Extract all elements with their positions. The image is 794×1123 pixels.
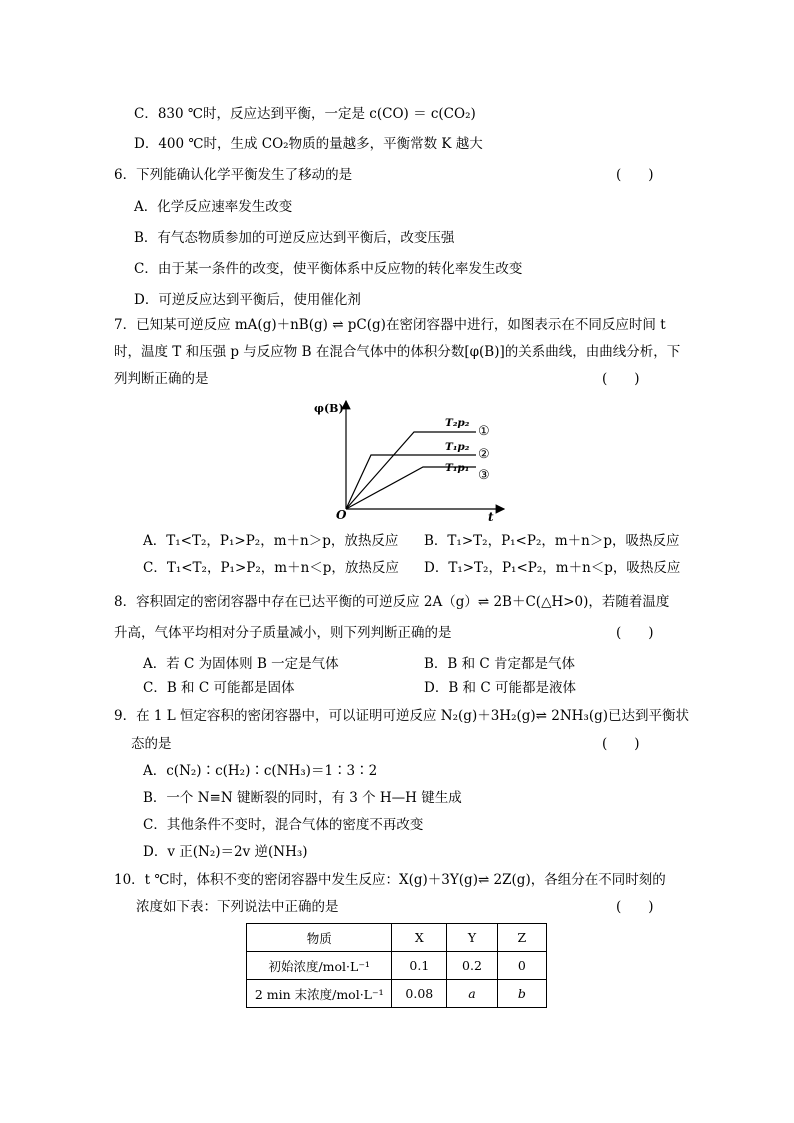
- q10-answer-paren: ( ): [616, 899, 654, 915]
- table-cell: 0: [497, 952, 546, 980]
- curve-2-num: ②: [478, 447, 490, 462]
- q7-answer-paren: ( ): [602, 371, 640, 387]
- q10-stem-line1: 10．t ℃时，体积不变的密闭容器中发生反应：X(g)＋3Y(g)⇌ 2Z(g)，各组分在不同时刻的: [114, 872, 666, 888]
- q8-option-b: B．B 和 C 肯定都是气体: [424, 656, 576, 672]
- q6-answer-paren: ( ): [616, 167, 654, 183]
- table-header-cell: Z: [497, 924, 546, 952]
- q6-stem: 6．下列能确认化学平衡发生了移动的是: [114, 167, 353, 183]
- q5-option-d: D．400 ℃时，生成 CO₂物质的量越多，平衡常数 K 越大: [134, 136, 483, 152]
- origin-label: O: [336, 508, 347, 522]
- x-axis-label: t: [488, 510, 494, 524]
- q7-option-d: D．T₁>T₂，P₁<P₂，m＋n＜p，吸热反应: [424, 560, 681, 576]
- table-cell: 初始浓度/mol·L⁻¹: [247, 952, 392, 980]
- q5-option-c: C．830 ℃时，反应达到平衡，一定是 c(CO) ＝ c(CO₂): [134, 106, 476, 122]
- table-cell: b: [497, 980, 546, 1008]
- q7-option-b: B．T₁>T₂，P₁<P₂，m＋n＞p，吸热反应: [424, 533, 680, 549]
- q7-stem-line3: 列判断正确的是: [114, 371, 209, 387]
- q8-option-a: A．若 C 为固体则 B 一定是气体: [143, 656, 339, 672]
- table-cell: 0.1: [392, 952, 447, 980]
- table-cell: 2 min 末浓度/mol·L⁻¹: [247, 980, 392, 1008]
- q7-option-c: C．T₁<T₂，P₁>P₂，m＋n＜p，放热反应: [143, 560, 399, 576]
- q9-option-a: A．c(N₂)∶c(H₂)∶c(NH₃)＝1∶3∶2: [143, 763, 378, 779]
- q9-stem-line2: 态的是: [131, 736, 172, 752]
- q9-option-c: C．其他条件不变时，混合气体的密度不再改变: [143, 817, 424, 833]
- curve-1-num: ①: [478, 424, 490, 439]
- curve-3-num: ③: [478, 468, 490, 483]
- q7-graph: [308, 395, 508, 525]
- table-cell: 0.08: [392, 980, 447, 1008]
- q10-stem-line2: 浓度如下表：下列说法中正确的是: [136, 899, 339, 915]
- q7-stem-line1: 7．已知某可逆反应 mA(g)＋nB(g) ⇌ pC(g)在密闭容器中进行，如图表示在不同反应时间 t: [114, 317, 666, 333]
- table-header-cell: X: [392, 924, 447, 952]
- table-header-cell: 物质: [247, 924, 392, 952]
- table-header-row: [247, 924, 547, 952]
- q8-answer-paren: ( ): [616, 625, 654, 641]
- curve-2-label: T₁p₂: [445, 441, 470, 453]
- table-row: [247, 952, 547, 980]
- q7-option-a: A．T₁<T₂，P₁>P₂，m＋n＞p，放热反应: [143, 533, 399, 549]
- q9-stem-line1: 9．在 1 L 恒定容积的密闭容器中，可以证明可逆反应 N₂(g)＋3H₂(g)⇌ 2NH₃(g)已达到平衡状: [114, 708, 690, 724]
- table-cell: a: [447, 980, 497, 1008]
- concentration-table: [246, 923, 547, 1008]
- table-header-cell: Y: [447, 924, 497, 952]
- q8-stem-line2: 升高，气体平均相对分子质量减小，则下列判断正确的是: [114, 625, 452, 641]
- q9-answer-paren: ( ): [602, 736, 640, 752]
- table-row: [247, 980, 547, 1008]
- q8-option-c: C．B 和 C 可能都是固体: [143, 680, 295, 696]
- q7-stem-line2: 时，温度 T 和压强 p 与反应物 B 在混合气体中的体积分数[φ(B)]的关系曲线，由曲线分析，下: [114, 344, 681, 360]
- q9-option-d: D．v 正(N₂)＝2v 逆(NH₃): [143, 844, 308, 860]
- table-cell: 0.2: [447, 952, 497, 980]
- q9-option-b: B．一个 N≡N 键断裂的同时，有 3 个 H—H 键生成: [143, 790, 462, 806]
- q6-option-d: D．可逆反应达到平衡后，使用催化剂: [134, 292, 361, 308]
- q6-option-a: A．化学反应速率发生改变: [134, 199, 293, 215]
- y-axis-label: φ(B): [314, 402, 344, 415]
- q8-stem-line1: 8．容积固定的密闭容器中存在已达平衡的可逆反应 2A（g）⇌ 2B＋C(△H>0)，若随着温度: [114, 594, 670, 610]
- q6-option-b: B．有气态物质参加的可逆反应达到平衡后，改变压强: [134, 230, 455, 246]
- q6-option-c: C．由于某一条件的改变，使平衡体系中反应物的转化率发生改变: [134, 261, 523, 277]
- curve-1-label: T₂p₂: [445, 417, 470, 429]
- curve-3-label: T₁p₁: [445, 462, 470, 474]
- q8-option-d: D．B 和 C 可能都是液体: [424, 680, 576, 696]
